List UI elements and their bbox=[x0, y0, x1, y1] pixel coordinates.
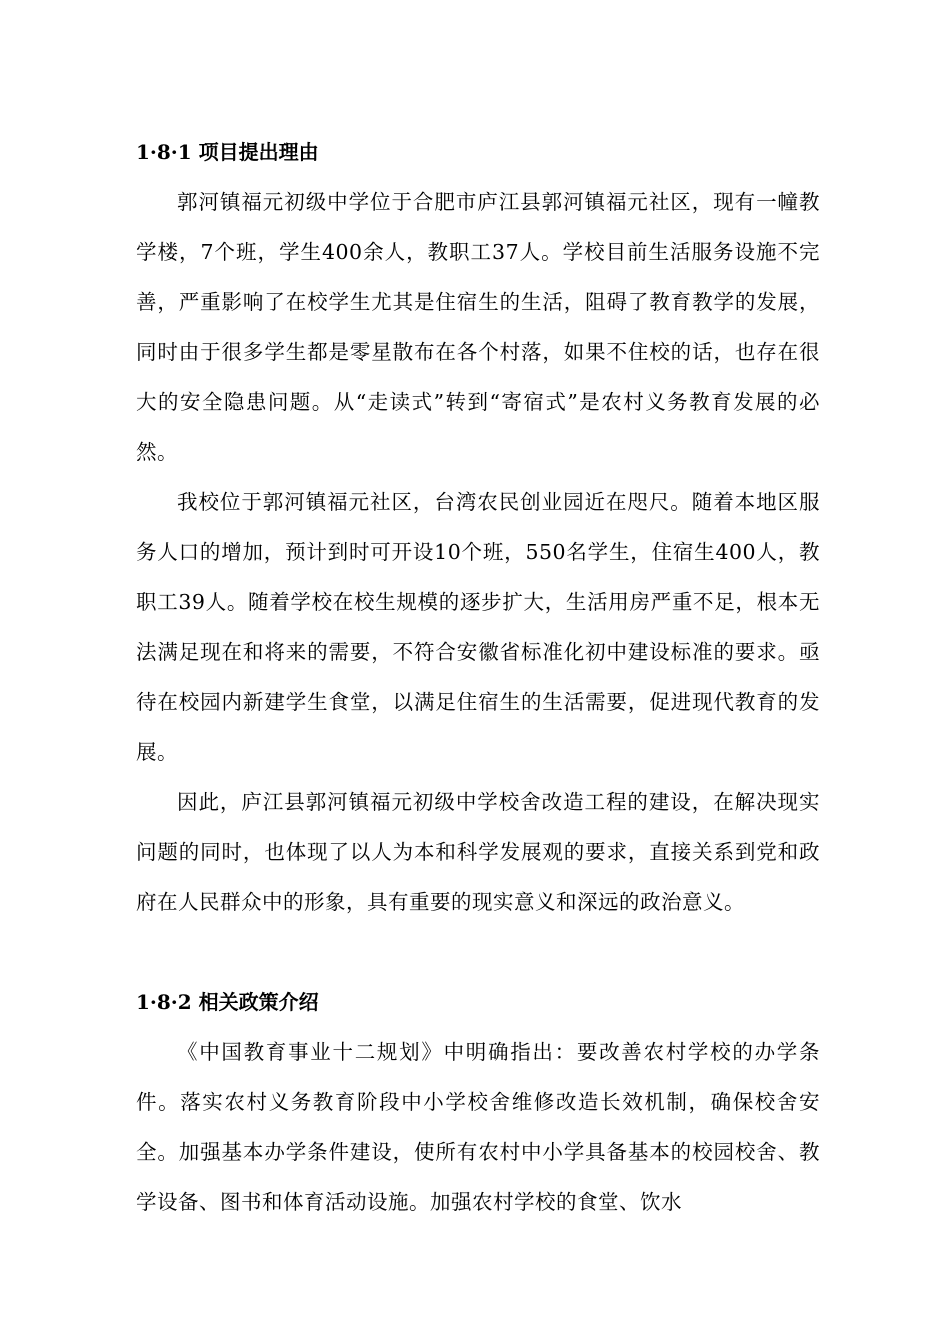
paragraph-project-significance: 因此，庐江县郭河镇福元初级中学校舍改造工程的建设，在解决现实问题的同时，也体现了以人为本和科学发展观的要求，直接关系到党和政府在人民群众中的形象，具有重要的现实意义和深远的政治意义。 bbox=[136, 790, 820, 914]
paragraph-project-background: 郭河镇福元初级中学位于合肥市庐江县郭河镇福元社区，现有一幢教学楼，7个班，学生400余人，教职工37人。学校目前生活服务设施不完善，严重影响了在校学生尤其是住宿生的生活，阻碍了教育教学的发展，同时由于很多学生都是零星散布在各个村落，如果不住校的话，也存在很大的安全隐患问题。从“走读式”转到“寄宿式”是农村义务教育发展的必然。 bbox=[136, 190, 820, 464]
document-page bbox=[136, 127, 820, 1277]
section-heading-1-8-1: 1·8·1 项目提出理由 bbox=[136, 140, 319, 164]
paragraph-school-expansion: 我校位于郭河镇福元社区，台湾农民创业园近在咫尺。随着本地区服务人口的增加，预计到时可开设10个班，550名学生，住宿生400人，教职工39人。随着学校在校生规模的逐步扩大，生活用房严重不足，根本无法满足现在和将来的需要，不符合安徽省标准化初中建设标准的要求。亟待在校园内新建学生食堂，以满足住宿生的生活需要，促进现代教育的发展。 bbox=[136, 490, 820, 764]
section-heading-1-8-2: 1·8·2 相关政策介绍 bbox=[136, 990, 319, 1014]
paragraph-policy-introduction: 《中国教育事业十二规划》中明确指出：要改善农村学校的办学条件。落实农村义务教育阶段中小学校舍维修改造长效机制，确保校舍安全。加强基本办学条件建设，使所有农村中小学具备基本的校园校舍、教学设备、图书和体育活动设施。加强农村学校的食堂、饮水 bbox=[136, 1040, 820, 1214]
